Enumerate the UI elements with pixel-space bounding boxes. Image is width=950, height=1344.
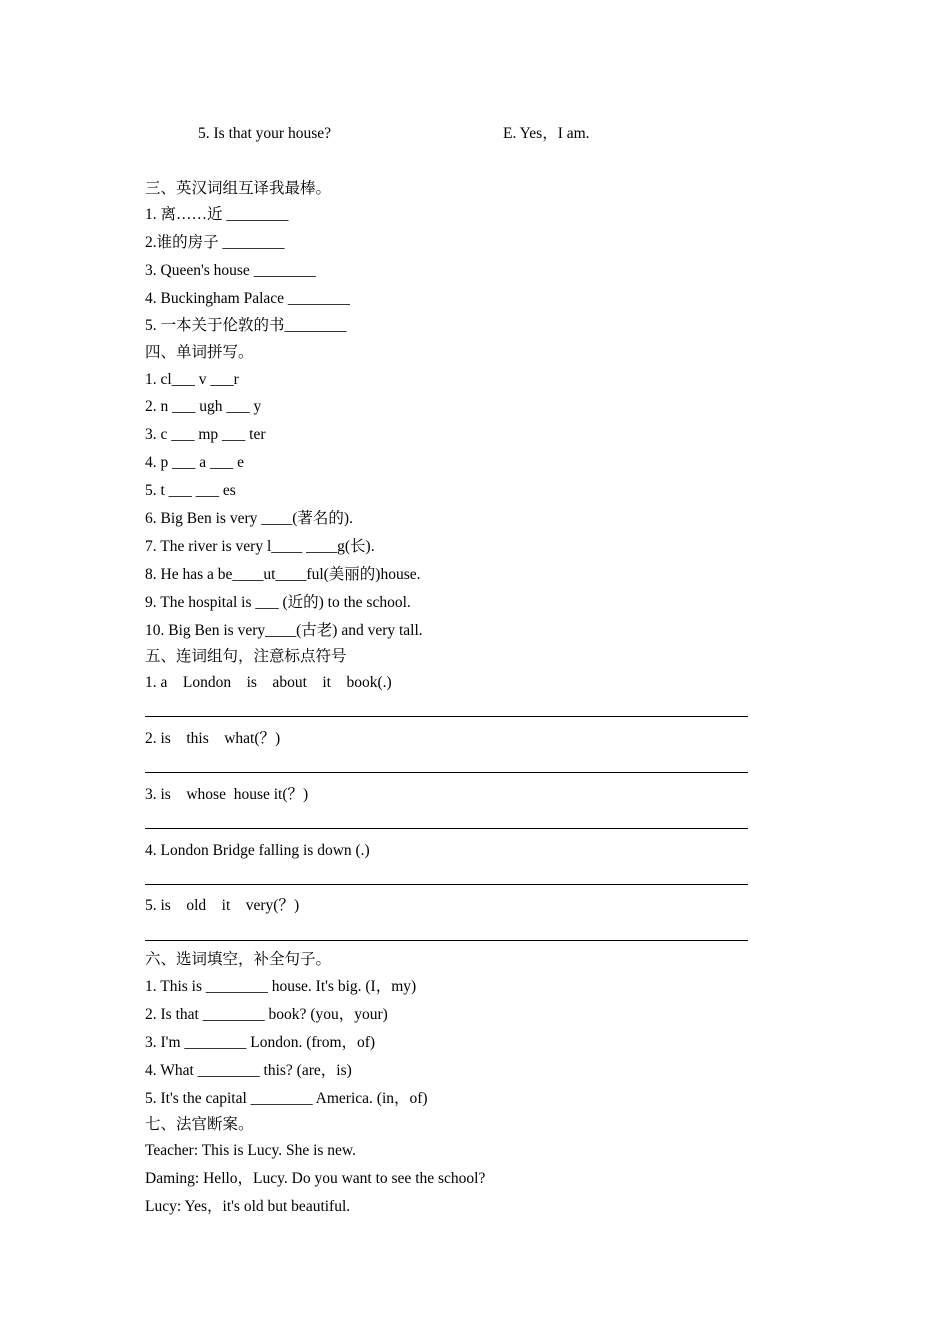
section-6-item: 3. I'm ________ London. (from，of) (145, 1034, 376, 1051)
section-3-item: 5. 一本关于伦敦的书________ (145, 317, 347, 334)
section-5-item: 5. is old it very(？) (145, 897, 300, 914)
matching-answer: E. Yes，I am. (503, 125, 590, 142)
section-3-heading: 三、英汉词组互译我最棒。 (145, 180, 332, 197)
section-5-item: 3. is whose house it(？) (145, 786, 309, 803)
section-5-item: 4. London Bridge falling is down (.) (145, 842, 370, 859)
dialogue-line: Lucy: Yes，it's old but beautiful. (145, 1198, 351, 1215)
answer-rule (145, 828, 748, 829)
answer-rule (145, 884, 748, 885)
section-4-item: 8. He has a be____ut____ful(美丽的)house. (145, 566, 421, 583)
dialogue-line: Teacher: This is Lucy. She is new. (145, 1142, 356, 1159)
section-3-item: 3. Queen's house ________ (145, 262, 316, 279)
answer-rule (145, 940, 748, 941)
section-4-item: 6. Big Ben is very ____(著名的). (145, 510, 353, 527)
section-7-heading: 七、法官断案。 (145, 1116, 254, 1133)
section-5-heading: 五、连词组句，注意标点符号 (145, 648, 347, 665)
section-4-item: 1. cl___ v ___r (145, 371, 239, 388)
answer-rule (145, 716, 748, 717)
section-4-item: 3. c ___ mp ___ ter (145, 426, 266, 443)
section-4-heading: 四、单词拼写。 (145, 344, 254, 361)
section-6-heading: 六、选词填空，补全句子。 (145, 951, 332, 968)
section-3-item: 1. 离……近 ________ (145, 206, 289, 223)
section-6-item: 4. What ________ this? (are，is) (145, 1062, 352, 1079)
section-5-item: 1. a London is about it book(.) (145, 674, 392, 691)
section-6-item: 2. Is that ________ book? (you，your) (145, 1006, 388, 1023)
section-6-item: 5. It's the capital ________ America. (in，of) (145, 1090, 428, 1107)
dialogue-line: Daming: Hello，Lucy. Do you want to see the school? (145, 1170, 486, 1187)
section-4-item: 7. The river is very l____ ____g(长). (145, 538, 375, 555)
section-5-item: 2. is this what(？) (145, 730, 281, 747)
section-3-item: 4. Buckingham Palace ________ (145, 290, 350, 307)
section-3-item: 2.谁的房子 ________ (145, 234, 285, 251)
section-6-item: 1. This is ________ house. It's big. (I，my) (145, 978, 417, 995)
answer-rule (145, 772, 748, 773)
section-4-item: 10. Big Ben is very____(古老) and very tall. (145, 622, 423, 639)
section-4-item: 2. n ___ ugh ___ y (145, 398, 262, 415)
matching-question: 5. Is that your house? (198, 125, 332, 142)
section-4-item: 9. The hospital is ___ (近的) to the school. (145, 594, 411, 611)
section-4-item: 5. t ___ ___ es (145, 482, 236, 499)
section-4-item: 4. p ___ a ___ e (145, 454, 245, 471)
